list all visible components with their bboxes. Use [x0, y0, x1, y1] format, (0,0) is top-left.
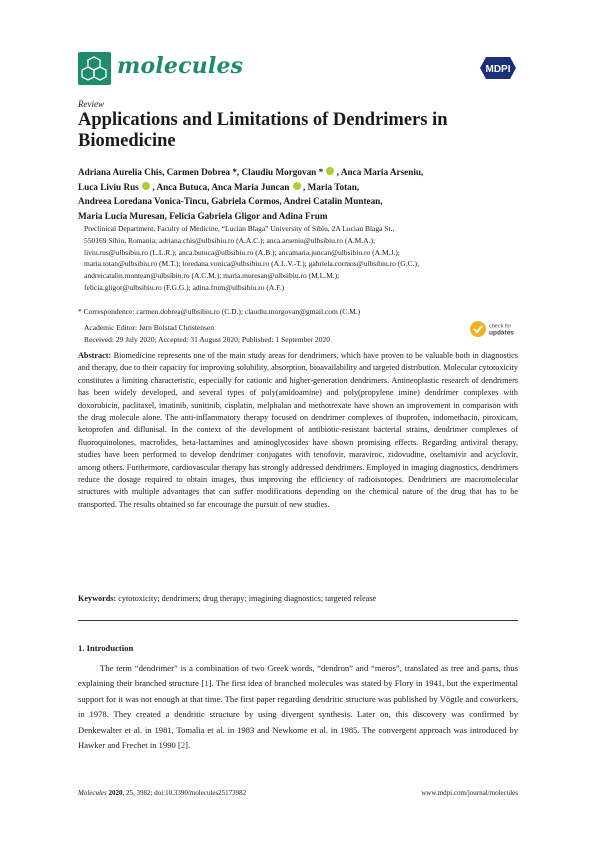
author-line: Andreea Loredana Vonica-Tincu, Gabriela Cormos, Andrei Catalin Muntean, [78, 196, 383, 207]
footer-url[interactable]: www.mdpi.com/journal/molecules [421, 789, 518, 797]
author-line: Adriana Aurelia Chis, Carmen Dobrea *, Claudiu Morgovan * [78, 167, 324, 177]
updates-text: updates [489, 329, 514, 337]
footer-doi[interactable]: , 25, 3982; doi:10.3390/molecules25173982 [122, 789, 247, 797]
author-list [78, 165, 518, 224]
check-for-text: check for [489, 323, 512, 330]
mdpi-logo-text: MDPI [485, 64, 511, 75]
molecule-icon [78, 52, 111, 85]
affiliation-line[interactable]: liviu.rus@ulbsibiu.ro (L.L.R.); anca.butuca@ulbsibiu.ro (A.B.); ancamaria.juncan@ulbsibiu.ro (A.M.J.); [84, 247, 400, 257]
author-line: , Maria Totan, [303, 181, 360, 192]
intro-text: The term “dendrimer” is a combination of two Greek words, “dendron” and “meros”, translated as tree and parts, thus explaining their branched structure [ [78, 663, 518, 689]
orcid-icon[interactable] [142, 182, 150, 190]
editor-dates [84, 322, 444, 346]
footer-year: 2020 [108, 789, 123, 797]
intro-text: ]. The first idea of branched molecules was stated by Flory in 1941, but the experimental support for it was not enough at that time. The first paper regarding dendritic structure was published by Vögtle and coworkers, in 1978. They created a dendritic structure by using divergent synthesis. Later on, this discovery was confirmed by Denkewalter et al. in 1981, Tomalia et al. in 1983 and Newkome et al. in 1985. The convergent approach was introduced by Hawker and Frechet in 1990 [ [78, 678, 518, 751]
intro-paragraph [78, 661, 518, 753]
author-line: Luca Liviu Rus [78, 181, 139, 192]
footer-citation [78, 789, 246, 797]
reference-link[interactable]: 2 [180, 740, 186, 751]
affiliation-line: Preclinical Department, Faculty of Medicine, “Lucian Blaga” University of Sibiu, 2A Lucian Blaga St., [84, 224, 395, 233]
section-heading: 1. Introduction [78, 643, 134, 653]
abstract [78, 350, 518, 511]
article-title: Applications and Limitations of Dendrimers in Biomedicine [78, 110, 448, 151]
intro-text: ]. [185, 740, 191, 751]
keywords [78, 593, 518, 605]
author-line: , Anca Butuca, Anca Maria Juncan [152, 181, 290, 192]
affiliation-line[interactable]: maria.totan@ulbsibiu.ro (M.T.); loredana.vonica@ulbsibiu.ro (A.L.V.-T.); gabriela.cormos@ulbsibiu.ro (G.C.); [84, 259, 420, 269]
mdpi-logo [478, 55, 518, 81]
abstract-label: Abstract: [78, 351, 112, 360]
academic-editor: Academic Editor: Jørn Bolstad Christensen [84, 323, 214, 332]
publication-dates: Received: 29 July 2020; Accepted: 31 August 2020; Published: 1 September 2020 [84, 334, 331, 344]
keywords-text: cytotoxicity; dendrimers; drug therapy; imagining diagnostics; targeted release [118, 594, 377, 603]
author-line: , Anca Maria Arseniu, [336, 167, 424, 177]
correspondence[interactable]: * Correspondence: carmen.dobrea@ulbsibiu.ro (C.D.); claudiu.morgovan@gmail.com (C.M.) [78, 307, 361, 316]
orcid-icon[interactable] [326, 167, 334, 175]
affiliation-line[interactable]: 550169 Sibiu, Romania; adriana.chis@ulbsibiu.ro (A.A.C.); anca.arseniu@ulbsibiu.ro (A.M.A.); [84, 235, 376, 245]
affiliation-line[interactable]: felicia.gligor@ulbsibiu.ro (F.G.G.); adina.frum@ulbsibiu.ro (A.F.) [84, 282, 285, 292]
check-for-updates-badge[interactable] [469, 319, 527, 339]
journal-logo [78, 52, 111, 85]
divider [78, 620, 518, 621]
affiliation [84, 223, 524, 294]
footer-journal: Molecules [78, 789, 107, 797]
reference-link[interactable]: 1 [204, 678, 209, 689]
keywords-label: Keywords: [78, 594, 117, 603]
orcid-icon[interactable] [293, 182, 301, 190]
author-line: Maria Lucia Muresan, Felicia Gabriela Gligor and Adina Frum [78, 211, 328, 222]
abstract-text: Biomedicine represents one of the main study areas for dendrimers, which have proven to be valuable both in diagnostics and therapy, due to their capacity for improving solubility, absorption, bioavailability and targeted distribution. Molecular cytotoxicity constitutes a limiting characteristic, especially for cationic and higher-generation dendrimers. Antineoplastic research of dendrimers has been widely developed, and several types of poly(amidoamine) and poly(propylene imine) dendrimer complexes with doxorubicin, paclitaxel, imatinib, sunitinib, cisplatin, melphalan and methotrexate have shown an improvement in comparison with the drug molecule alone. The anti-inflammatory therapy focused on dendrimer complexes of ibuprofen, indomethacin, piroxicam, ketoprofen and diflunisal. In the context of the development of antibiotic-resistant bacterial strains, dendrimer complexes of fluoroquinolones, macrolides, beta-lactamines and aminoglycosides have shown promising effects. Regarding antiviral therapy, studies have been performed to develop dendrimer conjugates with tenofovir, maraviroc, zidovudine, oseltamivir and acyclovir, among others. Furthermore, cardiovascular therapy has strongly addressed dendrimers. Employed in imaging diagnostics, dendrimers reduce the dosage required to obtain images, thus improving the efficiency of radioisotopes. Dendrimers are macromolecular structures with multiple advantages that can suffer modifications depending on the chemical nature of the drug that has to be transported. The results obtained so far encourage the pursuit of new studies. [78, 351, 518, 509]
affiliation-line[interactable]: andreicatalin.muntean@ulbsibiu.ro (A.C.M.); maria.muresan@ulbsibiu.ro (M.L.M.); [84, 271, 340, 281]
article-type: Review [78, 99, 104, 109]
journal-name: molecules [117, 53, 244, 79]
